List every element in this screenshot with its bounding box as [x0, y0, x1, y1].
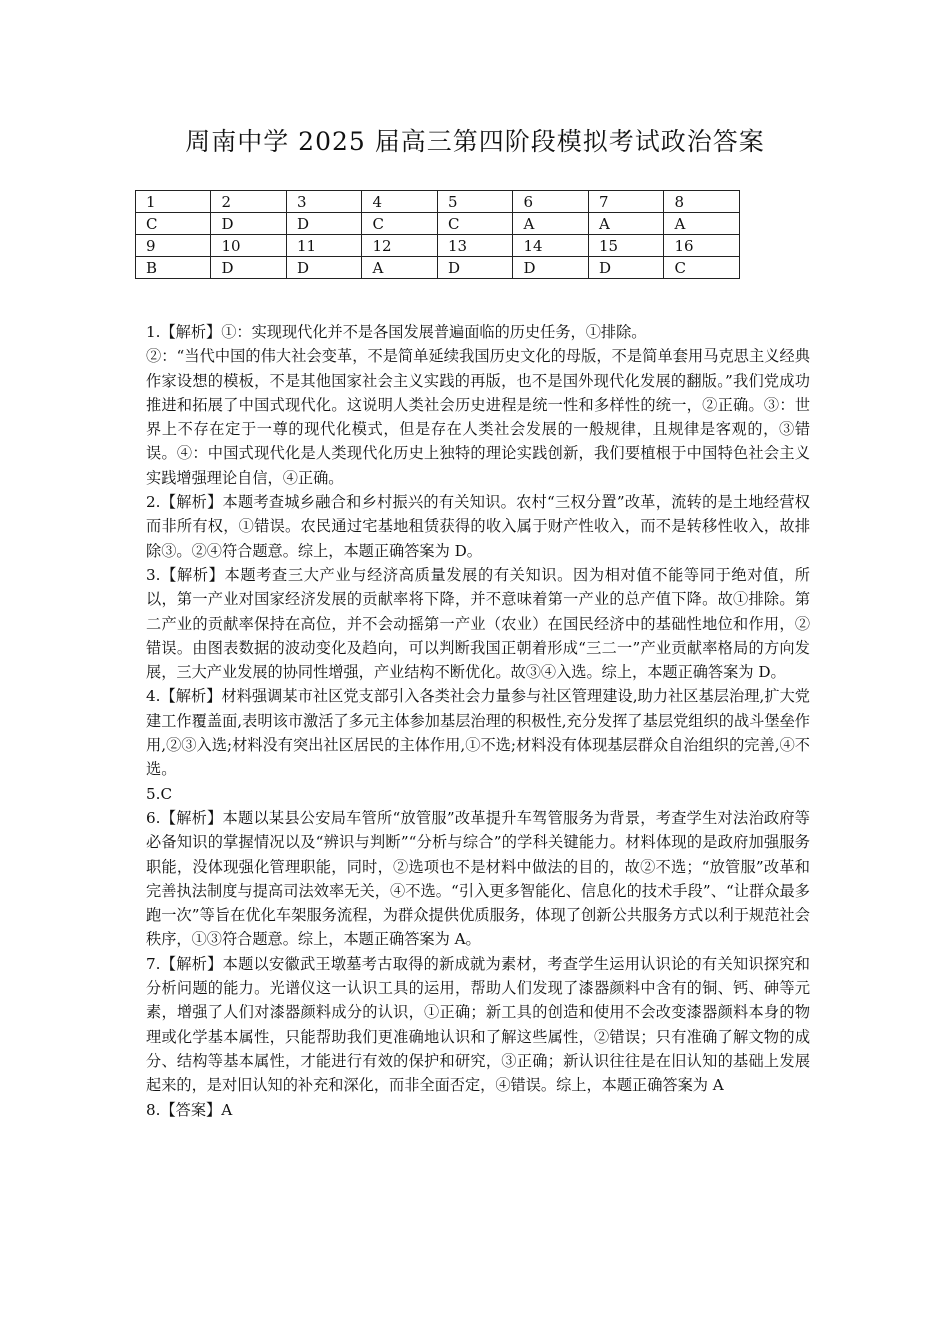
table-cell: 10 — [211, 235, 287, 257]
table-cell: A — [588, 213, 664, 235]
page-title: 周南中学 2025 届高三第四阶段模拟考试政治答案 — [185, 127, 765, 156]
table-cell: 9 — [136, 235, 211, 257]
table-cell: 12 — [362, 235, 438, 257]
table-cell: D — [211, 213, 287, 235]
table-cell: 14 — [513, 235, 589, 257]
table-cell: A — [513, 213, 589, 235]
table-cell: 6 — [513, 191, 589, 213]
table-cell: 5 — [437, 191, 513, 213]
table-cell: 2 — [211, 191, 287, 213]
table-cell: A — [362, 257, 438, 279]
table-cell: A — [664, 213, 740, 235]
table-cell: 13 — [437, 235, 513, 257]
table-row — [136, 257, 740, 279]
table-row — [136, 213, 740, 235]
table-cell: 16 — [664, 235, 740, 257]
table-cell: D — [588, 257, 664, 279]
table-cell: 8 — [664, 191, 740, 213]
explanation-paragraph: 2.【解析】本题考查城乡融合和乡村振兴的有关知识。农村“三权分置”改革，流转的是土地经营权而非所有权，①错误。农民通过宅基地租赁获得的收入属于财产性收入，而不是转移性收入，故排除③。②④符合题意。综上，本题正确答案为 D。 — [146, 493, 810, 560]
table-cell: C — [437, 213, 513, 235]
table-cell: B — [136, 257, 211, 279]
table-cell: 15 — [588, 235, 664, 257]
table-cell: 1 — [136, 191, 211, 213]
explanation-paragraph: 6.【解析】本题以某县公安局车管所“放管服”改革提升车驾管服务为背景，考查学生对法治政府等必备知识的掌握情况以及“辨识与判断”“分析与综合”的学科关键能力。材料体现的是政府加强服务职能，没体现强化管理职能，同时，②选项也不是材料中做法的目的，故②不选；“放管服”改革和完善执法制度与提高司法效率无关，④不选。“引入更多智能化、信息化的技术手段”、“让群众最多跑一次”等旨在优化车架服务流程，为群众提供优质服务，体现了创新公共服务方式以利于规范社会秩序，①③符合题意。综上，本题正确答案为 A。 — [146, 808, 810, 949]
table-cell: D — [211, 257, 287, 279]
table-row — [136, 235, 740, 257]
table-cell: D — [286, 257, 362, 279]
explanation-paragraph: 5.C — [146, 784, 173, 803]
table-cell: 4 — [362, 191, 438, 213]
table-cell: 11 — [286, 235, 362, 257]
explanation-paragraph: ②：“当代中国的伟大社会变革，不是简单延续我国历史文化的母版，不是简单套用马克思主义经典作家设想的模板，不是其他国家社会主义实践的再版，也不是国外现代化发展的翻版。”我们党成功推进和拓展了中国式现代化。这说明人类社会历史进程是统一性和多样性的统一，②正确。③：世界上不存在定于一尊的现代化模式，但是存在人类社会发展的一般规律，且规律是客观的，③错误。④：中国式现代化是人类现代化历史上独特的理论实践创新，我们要植根于中国特色社会主义实践增强理论自信，④正确。 — [146, 347, 810, 487]
table-cell: C — [136, 213, 211, 235]
table-cell: D — [513, 257, 589, 279]
table-cell: C — [362, 213, 438, 235]
table-cell: D — [437, 257, 513, 279]
explanation-paragraph: 1.【解析】①：实现现代化并不是各国发展普遍面临的历史任务，①排除。 — [146, 323, 647, 341]
table-cell: 7 — [588, 191, 664, 213]
table-cell: C — [664, 257, 740, 279]
table-cell: 3 — [286, 191, 362, 213]
explanation-paragraph: 8.【答案】A — [146, 1100, 233, 1119]
answer-table — [135, 190, 740, 279]
explanation-paragraph: 7.【解析】本题以安徽武王墩墓考古取得的新成就为素材，考查学生运用认识论的有关知识探究和分析问题的能力。光谱仪这一认识工具的运用，帮助人们发现了漆器颜料中含有的铜、钙、砷等元素，增强了人们对漆器颜料成分的认识，①正确；新工具的创造和使用不会改变漆器颜料本身的物理或化学基本属性，只能帮助我们更准确地认识和了解这些属性，②错误；只有准确了解文物的成分、结构等基本属性，才能进行有效的保护和研究，③正确；新认识往往是在旧认知的基础上发展起来的，是对旧认知的补充和深化，而非全面否定，④错误。综上，本题正确答案为 A — [146, 954, 810, 1095]
explanation-paragraph: 3.【解析】本题考查三大产业与经济高质量发展的有关知识。因为相对值不能等同于绝对值，所以，第一产业对国家经济发展的贡献率将下降，并不意味着第一产业的总产值下降。故①排除。第二产业的贡献率保持在高位，并不会动摇第一产业（农业）在国民经济中的基础性地位和作用，②错误。由图表数据的波动变化及趋向，可以判断我国正朝着形成“三二一”产业贡献率格局的方向发展，三大产业发展的协同性增强，产业结构不断优化。故③④入选。综上，本题正确答案为 D。 — [146, 565, 810, 682]
table-row — [136, 191, 740, 213]
table-cell: D — [286, 213, 362, 235]
explanation-paragraph: 4.【解析】材料强调某市社区党支部引入各类社会力量参与社区管理建设,助力社区基层治理,扩大党建工作覆盖面,表明该市激活了多元主体参加基层治理的积极性,充分发挥了基层党组织的战斗堡垒作用,②③入选;材料没有突出社区居民的主体作用,①不选;材料没有体现基层群众自治组织的完善,④不选。 — [146, 687, 810, 779]
explanation-text — [146, 320, 810, 1122]
